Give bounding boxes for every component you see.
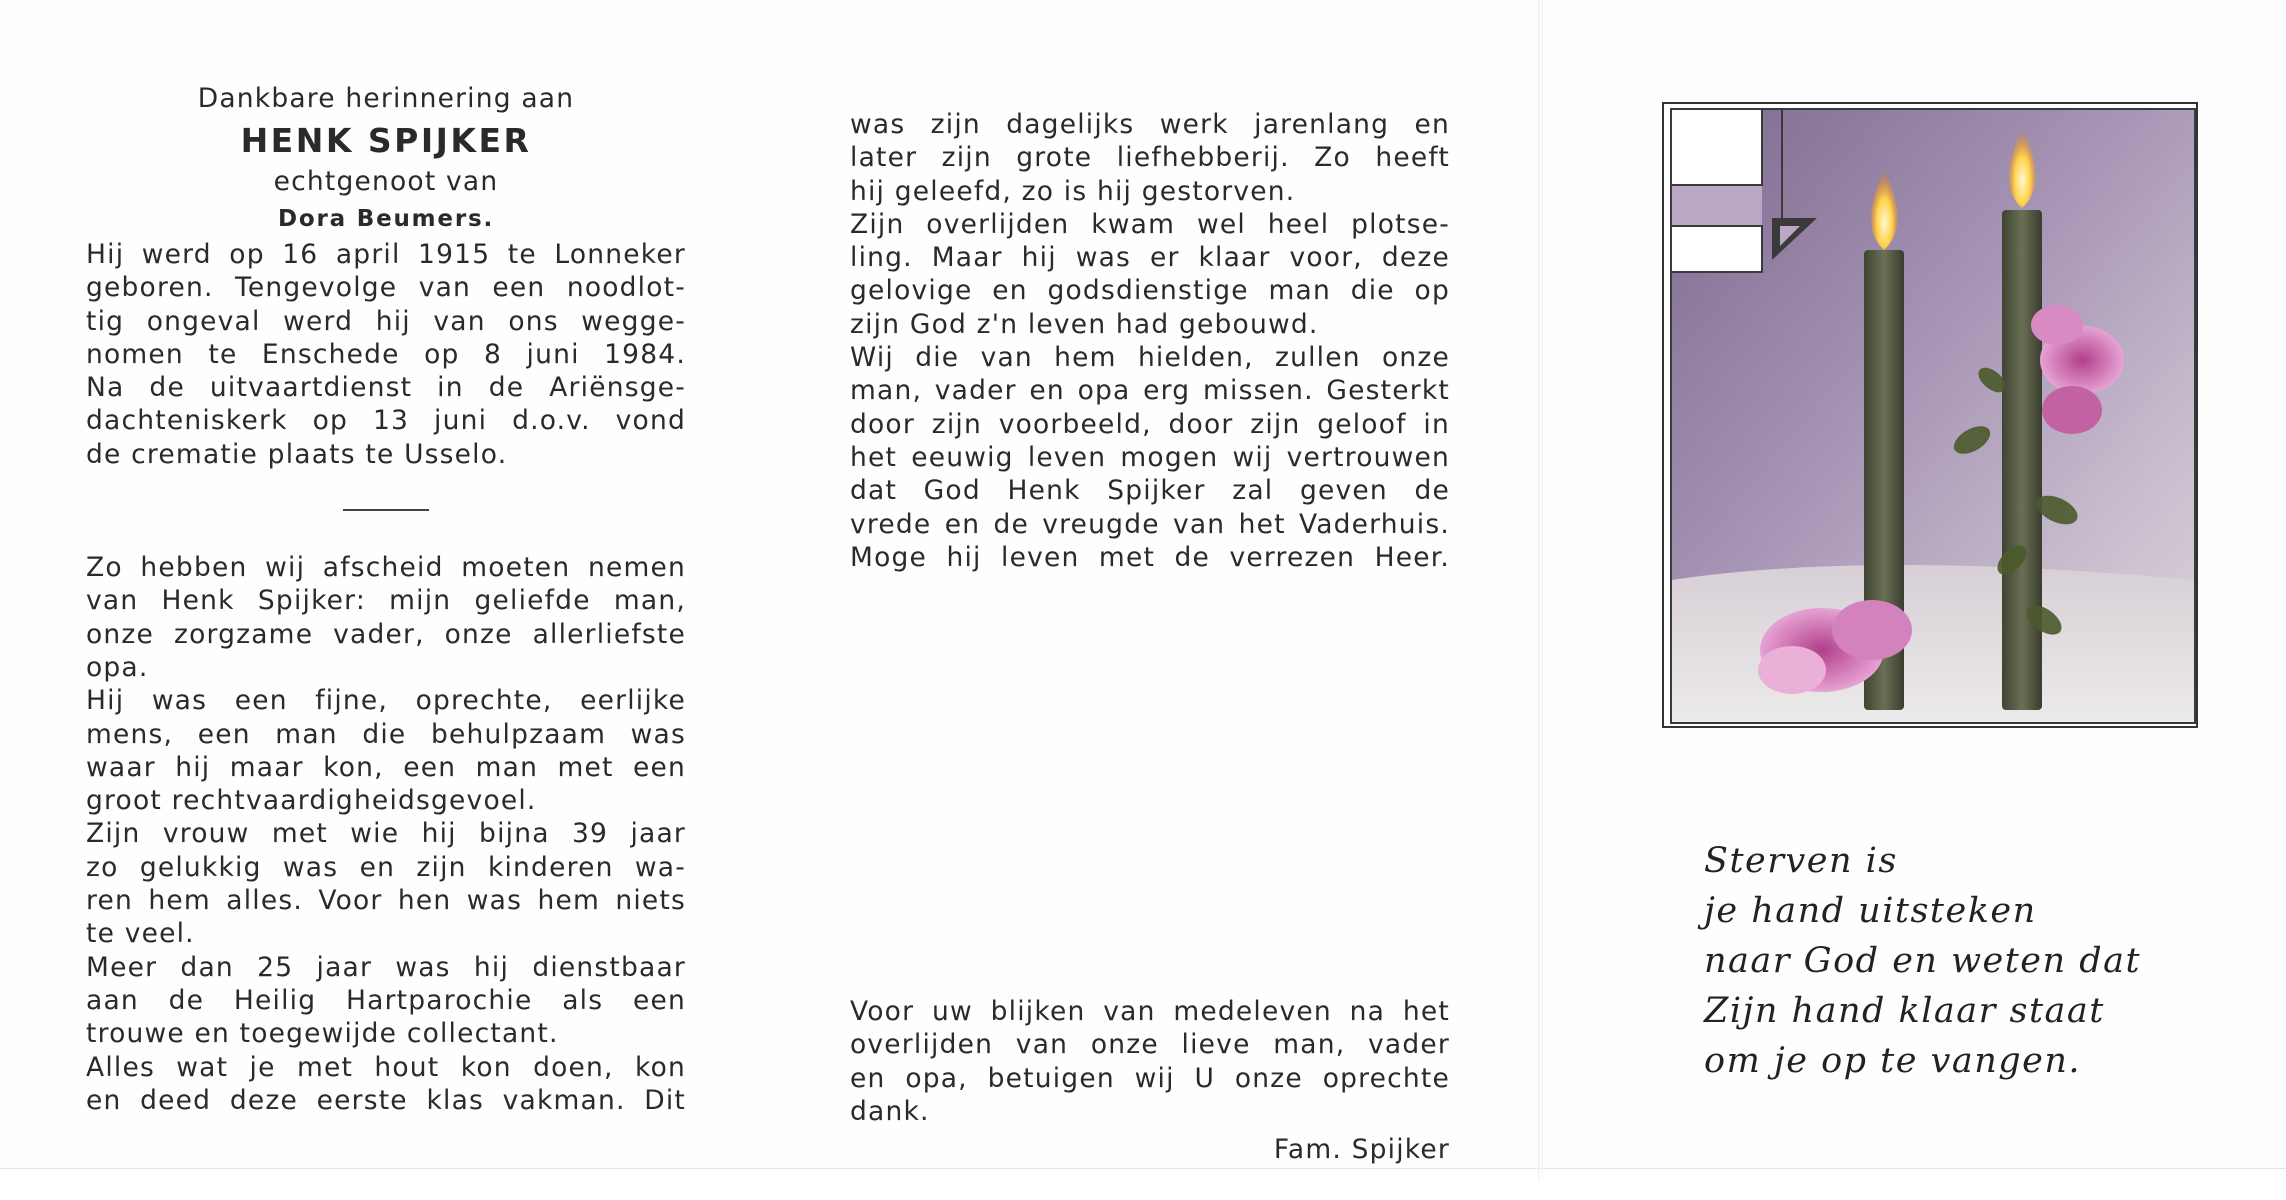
text-line: Zijn overlijden kwam wel heel plotse- [850, 208, 1450, 240]
text-line: Na de uitvaartdienst in de Ariënsge- [86, 372, 686, 404]
text-line: Meer dan 25 jaar was hij dienstbaar [86, 951, 686, 983]
deceased-name: HENK SPIJKER [240, 121, 532, 160]
text-line: zo gelukkig was en zijn kinderen wa- [86, 851, 686, 883]
middle-panel [850, 108, 1450, 1168]
text-line: zijn God z'n leven had gebouwd. [850, 308, 1319, 340]
text-line: Zo hebben wij afscheid moeten nemen [86, 552, 686, 584]
text-line: dachteniskerk op 13 juni d.o.v. vond [86, 405, 686, 437]
text-line: dat God Henk Spijker zal geven de [850, 475, 1450, 507]
poem-line: je hand uitsteken [1704, 891, 2037, 931]
text-line: tig ongeval werd hij van ons wegge- [86, 305, 686, 337]
thanks-paragraph [850, 995, 1450, 1128]
spouse-name: Dora Beumers. [277, 206, 494, 232]
poem-line: om je op te vangen. [1704, 1041, 2082, 1081]
text-line: Alles wat je met hout kon doen, kon [86, 1051, 686, 1083]
text-line: gelovige en godsdienstige man die op [850, 275, 1450, 307]
left-panel [86, 80, 686, 1117]
text-line: later zijn grote liefhebberij. Zo heeft [850, 142, 1450, 174]
text-line: te veel. [86, 918, 195, 950]
text-line: overlijden van onze lieve man, vader [850, 1029, 1450, 1061]
continued-paragraph [850, 108, 1450, 574]
text-line: ling. Maar hij was er klaar voor, deze [850, 242, 1450, 274]
text-line: vrede en de vreugde van het Vaderhuis. [850, 508, 1450, 540]
text-line: door zijn voorbeeld, door zijn geloof in [850, 408, 1450, 440]
text-line: nomen te Enschede op 8 juni 1984. [86, 338, 686, 370]
text-line: aan de Heilig Hartparochie als een [86, 984, 686, 1016]
text-line: en opa, betuigen wij U onze oprechte [850, 1062, 1450, 1094]
tribute-paragraph [86, 551, 686, 1117]
poem-line: Sterven is [1704, 841, 1898, 881]
text-line: mens, een man die behulpzaam was [86, 718, 686, 750]
text-line: ren hem alles. Voor hen was hem niets [86, 885, 686, 917]
text-line: waar hij maar kon, een man met een [86, 751, 686, 783]
text-line: Moge hij leven met de verrezen Heer. [850, 541, 1450, 573]
text-line: Zijn vrouw met wie hij bijna 39 jaar [86, 818, 686, 850]
family-signature: Fam. Spijker [1273, 1134, 1450, 1166]
card-fold-line [1538, 0, 1540, 1180]
intro-text: Dankbare herinnering aan [197, 83, 575, 114]
text-line: opa. [86, 651, 149, 683]
text-line: van Henk Spijker: mijn geliefde man, [86, 585, 686, 617]
text-line: onze zorgzame vader, onze allerliefste [86, 618, 686, 650]
text-line: groot rechtvaardigheidsgevoel. [86, 785, 537, 817]
text-line: de crematie plaats te Usselo. [86, 438, 508, 470]
poem-line: naar God en weten dat [1704, 941, 2142, 981]
text-line: Hij was een fijne, oprechte, eerlijke [86, 685, 686, 717]
text-line: hij geleefd, zo is hij gestorven. [850, 175, 1296, 207]
text-line: man, vader en opa erg missen. Gesterkt [850, 375, 1450, 407]
text-line: het eeuwig leven mogen wij vertrouwen [850, 441, 1450, 473]
biography-paragraph [86, 238, 686, 471]
section-divider [343, 509, 429, 511]
text-line: was zijn dagelijks werk jarenlang en [850, 109, 1450, 140]
text-line: geboren. Tengevolge van een noodlot- [86, 272, 686, 304]
text-line: dank. [850, 1096, 930, 1128]
candles-with-flowers-image [1670, 108, 2196, 724]
card-fold-shadow [1542, 0, 1543, 1180]
text-line: Wij die van hem hielden, zullen onze [850, 342, 1450, 374]
poem-line: Zijn hand klaar staat [1704, 991, 2105, 1031]
poem [1704, 836, 2224, 1086]
spouse-label: echtgenoot van [273, 166, 499, 197]
text-line: Voor uw blijken van medeleven na het [850, 996, 1450, 1028]
text-line: en deed deze eerste klas vakman. Dit [86, 1084, 686, 1116]
text-line: trouwe en toegewijde collectant. [86, 1018, 559, 1050]
text-line: Hij werd op 16 april 1915 te Lonneker [86, 239, 686, 270]
